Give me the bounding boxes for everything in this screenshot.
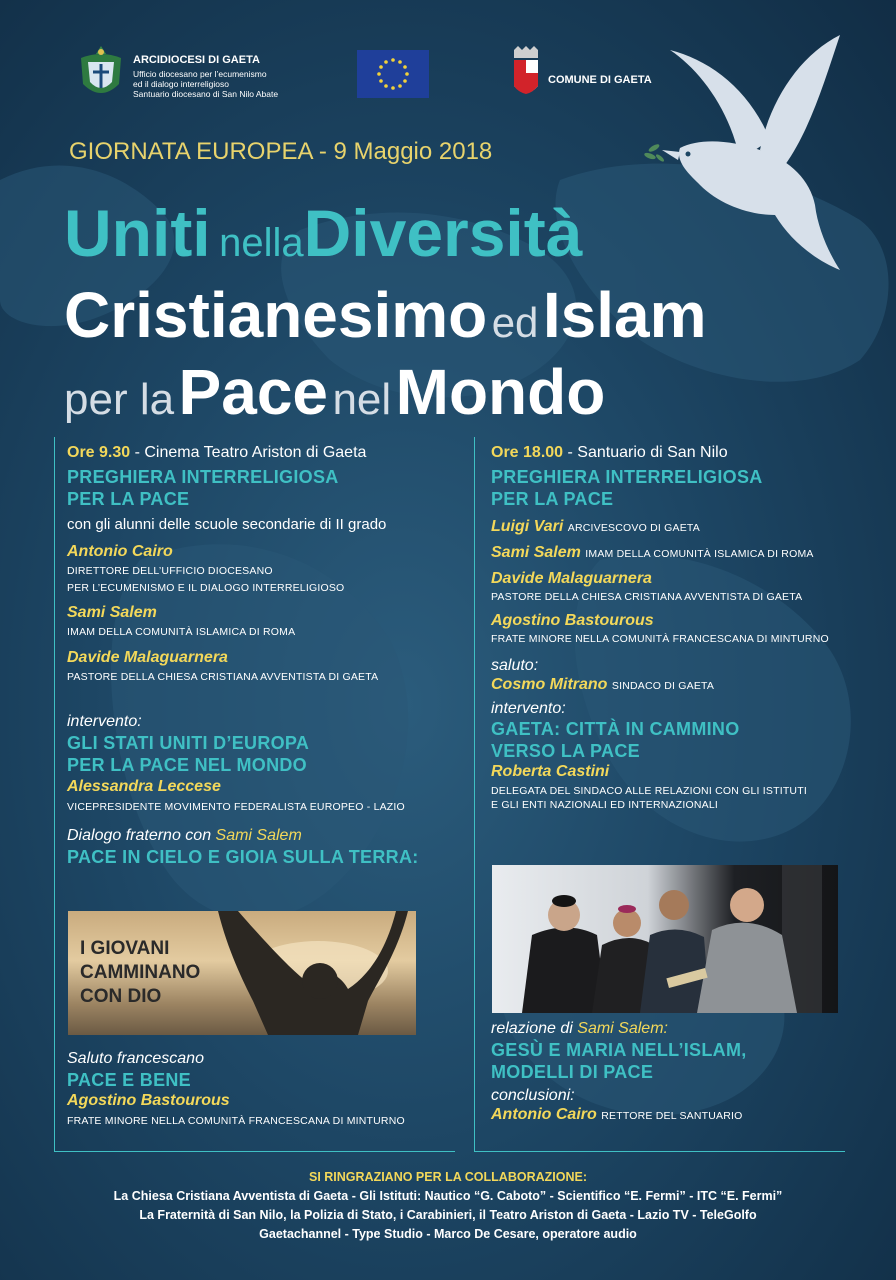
title-ed: ed	[491, 299, 539, 346]
title-line1	[64, 195, 582, 271]
right-intervento-name: Roberta Castini	[491, 763, 610, 780]
right-p1-name: Luigi Vari	[491, 518, 564, 535]
right-relazione-heading1: GESÙ E MARIA NELL’ISLAM,	[491, 1040, 747, 1060]
right-heading1: PREGHIERA INTERRELIGIOSA	[491, 467, 763, 487]
right-p2	[491, 544, 829, 562]
right-saluto-role: SINDACO DI GAETA	[611, 680, 715, 692]
title-nel: nel	[332, 375, 392, 424]
left-p3-role: PASTORE DELLA CHIESA CRISTIANA AVVENTISTA DI GAETA	[67, 671, 379, 683]
left-intervento-role: VICEPRESIDENTE MOVIMENTO FEDERALISTA EUROPEO - LAZIO	[67, 801, 405, 813]
right-time: Ore 18.00	[491, 444, 564, 461]
right-p2-name: Sami Salem	[491, 544, 581, 561]
thanks-line1: La Chiesa Cristiana Avventista di Gaeta - Gli Istituti: Nautico “G. Caboto” - Scientifico “E. Fermi” - ITC “E. Fermi”	[113, 1189, 783, 1203]
title-line2	[64, 278, 707, 352]
comune-coat-of-arms-icon	[510, 46, 542, 102]
right-p3-role: PASTORE DELLA CHIESA CRISTIANA AVVENTISTA DI GAETA	[491, 591, 803, 603]
right-relazione-name: Sami Salem:	[577, 1020, 668, 1037]
left-dialogo	[67, 827, 419, 845]
left-intervento-name: Alessandra Leccese	[67, 778, 221, 795]
left-saluto-role: FRATE MINORE NELLA COMUNITÀ FRANCESCANA DI MINTURNO	[67, 1115, 405, 1127]
right-intervento-heading1: GAETA: CITTÀ IN CAMMINO	[491, 719, 740, 739]
right-saluto-name: Cosmo Mitrano	[491, 676, 608, 693]
left-dialogo-heading: PACE IN CIELO E GIOIA SULLA TERRA:	[67, 847, 419, 867]
archdiocese-office-line3: Santuario diocesano di San Nilo Abate	[133, 89, 279, 99]
ceremony-photo-figures	[492, 865, 838, 1013]
youth-photo	[68, 911, 416, 1035]
right-p4-role: FRATE MINORE NELLA COMUNITÀ FRANCESCANA DI MINTURNO	[491, 633, 829, 645]
left-saluto-name: Agostino Bastourous	[67, 1092, 230, 1109]
left-saluto-label: Saluto francescano	[67, 1050, 204, 1067]
title-diversita: Diversità	[303, 196, 583, 270]
left-saluto-heading: PACE E BENE	[67, 1070, 191, 1090]
left-program	[67, 444, 419, 868]
right-relazione-label	[491, 1020, 747, 1038]
title-line3	[64, 355, 605, 429]
left-saluto	[67, 1050, 405, 1127]
right-p4-name: Agostino Bastourous	[491, 612, 654, 629]
right-relazione	[491, 1020, 747, 1124]
left-time: Ore 9.30	[67, 444, 131, 461]
right-relazione-pre: relazione di	[491, 1020, 578, 1037]
left-dialogo-pre: Dialogo fraterno con	[67, 827, 216, 844]
title-islam: Islam	[542, 279, 707, 351]
archdiocese-office-line2: ed il dialogo interreligioso	[133, 79, 229, 89]
right-conclusioni-name: Antonio Cairo	[491, 1106, 597, 1123]
ceremony-photo	[492, 865, 838, 1013]
left-heading2: PER LA PACE	[67, 489, 190, 509]
right-p1	[491, 518, 829, 536]
right-place: - Santuario di San Nilo	[563, 444, 728, 461]
youth-photo-text2: CAMMINANO	[80, 962, 201, 983]
youth-photo-caption	[80, 937, 200, 1009]
left-heading1: PREGHIERA INTERRELIGIOSA	[67, 467, 339, 487]
left-dialogo-name: Sami Salem	[215, 827, 302, 844]
right-conclusioni	[491, 1106, 747, 1124]
thanks-line2: La Fraternità di San Nilo, la Polizia di Stato, i Carabinieri, il Teatro Ariston di Gaeta - Lazio TV - TeleGolfo	[139, 1208, 757, 1222]
archdiocese-office-line1: Ufficio diocesano per l’ecumenismo	[133, 69, 267, 79]
left-intervento-heading2: PER LA PACE NEL MONDO	[67, 755, 307, 775]
right-intervento-role1: DELEGATA DEL SINDACO ALLE RELAZIONI CON GLI ISTITUTI	[491, 785, 807, 797]
left-p1-role1: DIRETTORE DELL’UFFICIO DIOCESANO	[67, 565, 273, 577]
title-mondo: Mondo	[395, 356, 606, 428]
left-p1-name: Antonio Cairo	[67, 543, 173, 560]
title-per-la: per la	[64, 375, 175, 424]
archdiocese-name: ARCIDIOCESI DI GAETA	[133, 54, 260, 66]
right-saluto-label: saluto:	[491, 657, 539, 674]
left-intervento-label: intervento:	[67, 713, 142, 730]
title-cristianesimo: Cristianesimo	[64, 279, 488, 351]
thanks-line3: Gaetachannel - Type Studio - Marco De Cesare, operatore audio	[259, 1227, 637, 1241]
right-p2-role: IMAM DELLA COMUNITÀ ISLAMICA DI ROMA	[585, 548, 814, 560]
right-intervento-label: intervento:	[491, 700, 566, 717]
dove-icon	[640, 30, 850, 280]
comune-name: COMUNE DI GAETA	[548, 74, 652, 86]
archdiocese-coat-of-arms-icon	[76, 44, 126, 106]
right-time-place	[491, 444, 829, 462]
title-uniti: Uniti	[64, 196, 211, 270]
left-intervento-heading1: GLI STATI UNITI D’EUROPA	[67, 733, 310, 753]
right-p1-role: ARCIVESCOVO DI GAETA	[567, 522, 700, 534]
eu-flag-icon	[357, 50, 429, 98]
event-date: GIORNATA EUROPEA - 9 Maggio 2018	[69, 138, 493, 165]
thanks-heading: SI RINGRAZIANO PER LA COLLABORAZIONE:	[308, 1170, 587, 1184]
youth-photo-text3: CON DIO	[80, 986, 162, 1007]
youth-photo-text1: I GIOVANI	[80, 938, 170, 959]
right-saluto	[491, 676, 829, 694]
right-conclusioni-label: conclusioni:	[491, 1087, 575, 1104]
title-pace: Pace	[178, 356, 328, 428]
right-program	[491, 444, 829, 811]
left-subtitle: con gli alunni delle scuole secondarie di II grado	[67, 516, 387, 533]
left-time-place	[67, 444, 419, 462]
left-p2-name: Sami Salem	[67, 604, 157, 621]
right-relazione-heading2: MODELLI DI PACE	[491, 1062, 654, 1082]
left-p2-role: IMAM DELLA COMUNITÀ ISLAMICA DI ROMA	[67, 626, 296, 638]
left-place: - Cinema Teatro Ariston di Gaeta	[130, 444, 367, 461]
right-intervento-heading2: VERSO LA PACE	[491, 741, 640, 761]
right-p3-name: Davide Malaguarnera	[491, 570, 652, 587]
right-intervento-role2: E GLI ENTI NAZIONALI ED INTERNAZIONALI	[491, 799, 718, 811]
right-conclusioni-role: RETTORE DEL SANTUARIO	[601, 1110, 743, 1122]
left-p3-name: Davide Malaguarnera	[67, 649, 228, 666]
right-heading2: PER LA PACE	[491, 489, 614, 509]
title-nella: nella	[219, 221, 304, 265]
left-p1-role2: PER L’ECUMENISMO E IL DIALOGO INTERRELIGIOSO	[67, 582, 345, 594]
